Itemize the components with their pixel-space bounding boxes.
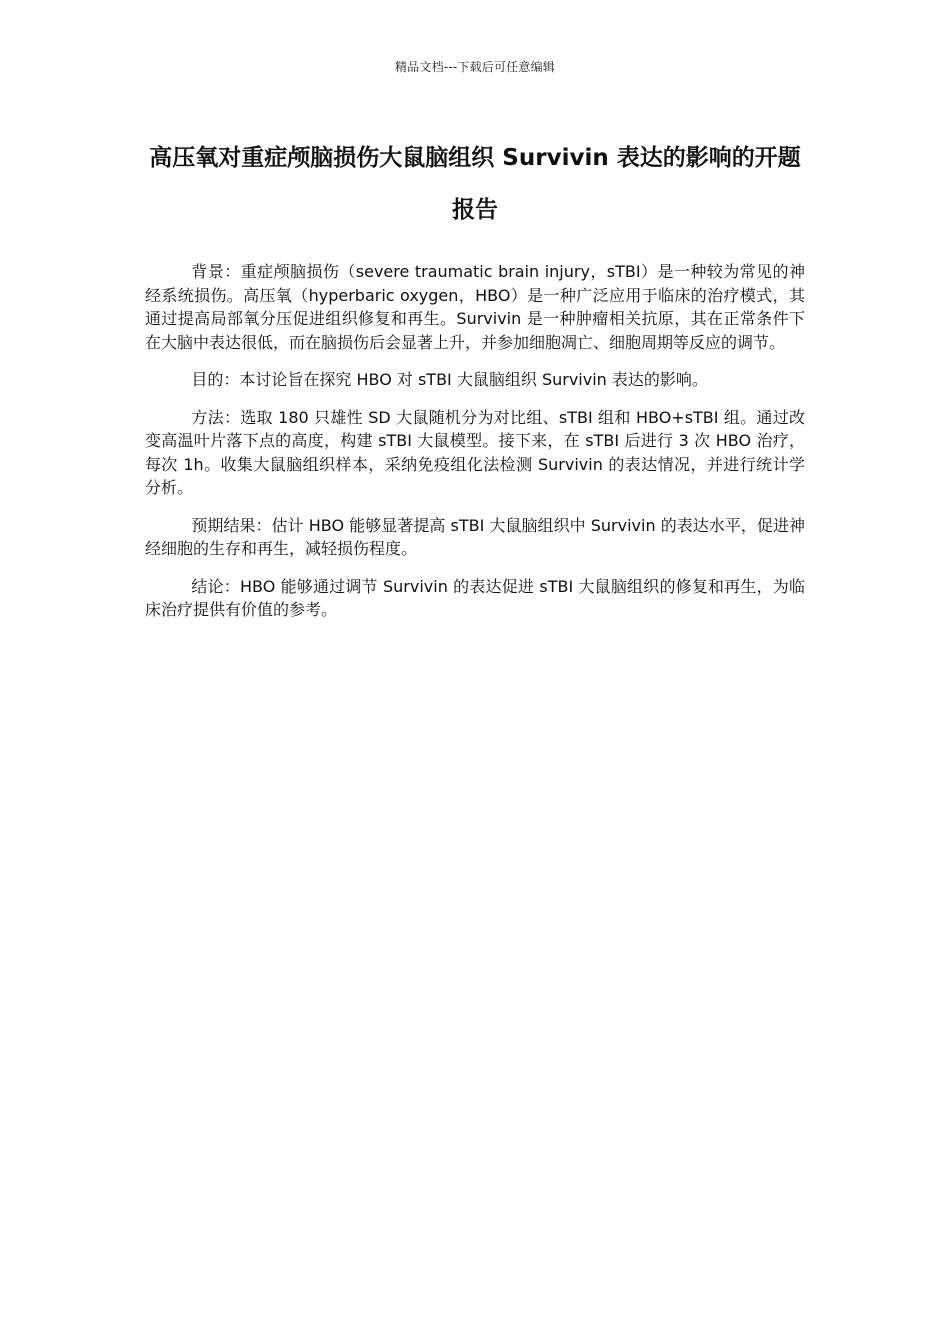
- header-note: 精品文档---下载后可任意编辑: [395, 60, 555, 74]
- document-body: [145, 260, 805, 636]
- paragraph-methods: 方法：选取 180 只雄性 SD 大鼠随机分为对比组、sTBI 组和 HBO+sTBI 组。通过改变高温叶片落下点的高度，构建 sTBI 大鼠模型。接下来，在 sTBI 后进行 3 次 HBO 治疗，每次 1h。收集大鼠脑组织样本，采纳免疫组化法检测 Survivin 的表达情况，并进行统计学分析。: [145, 407, 805, 497]
- paragraph-background: 背景：重症颅脑损伤（severe traumatic brain injury，sTBI）是一种较为常见的神经系统损伤。高压氧（hyperbaric oxygen，HBO）是一种广泛应用于临床的治疗模式，其通过提高局部氧分压促进组织修复和再生。Survivin 是一种肿瘤相关抗原，其在正常条件下在大脑中表达很低，而在脑损伤后会显著上升，并参加细胞凋亡、细胞周期等反应的调节。: [145, 262, 805, 352]
- paragraph-purpose: 目的：本讨论旨在探究 HBO 对 sTBI 大鼠脑组织 Survivin 表达的影响。: [191, 370, 708, 389]
- paragraph-conclusion: 结论：HBO 能够通过调节 Survivin 的表达促进 sTBI 大鼠脑组织的修复和再生，为临床治疗提供有价值的参考。: [145, 576, 805, 619]
- document-title: 高压氧对重症颅脑损伤大鼠脑组织 Survivin 表达的影响的开题报告: [149, 145, 801, 223]
- paragraph-expected-results: 预期结果：估计 HBO 能够显著提高 sTBI 大鼠脑组织中 Survivin 的表达水平，促进神经细胞的生存和再生，减轻损伤程度。: [145, 515, 805, 558]
